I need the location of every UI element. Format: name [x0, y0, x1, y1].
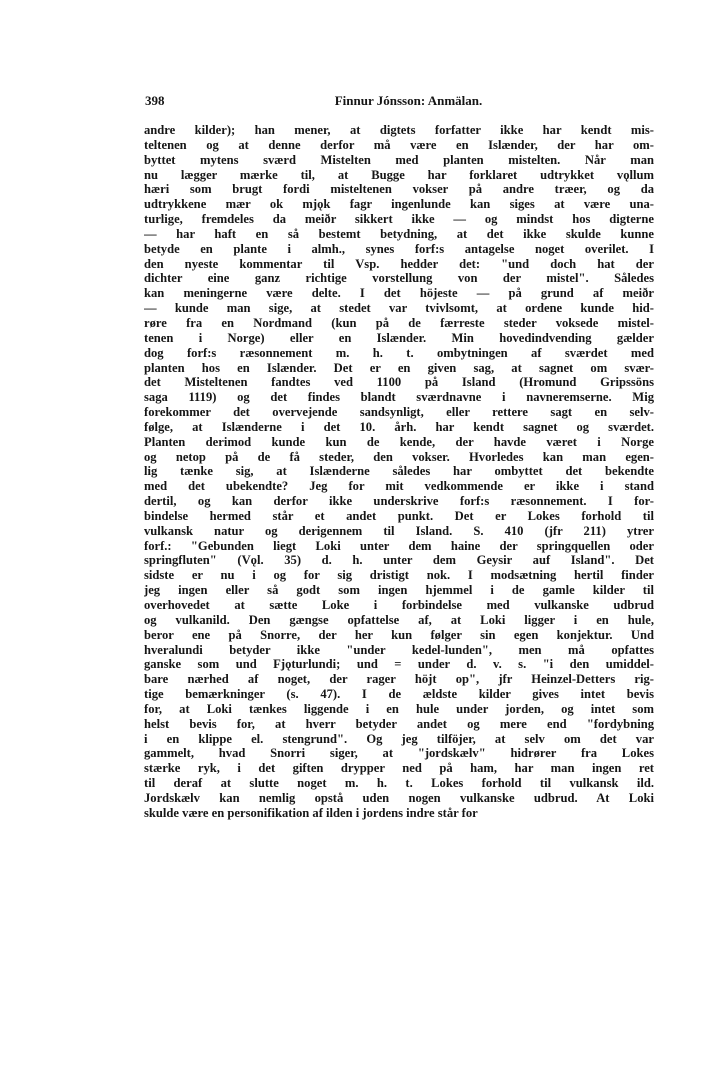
text-line: springfluten" (Vǫl. 35) d. h. unter dem Geysir auf Island". Det: [144, 553, 654, 568]
text-line: og netop på de få steder, den vokser. Hvorledes kan man egen-: [144, 449, 654, 464]
text-line: i en klippe el. stengrund". Og jeg tilföjer, at selv om det var: [144, 731, 654, 746]
text-line: andre kilder); han mener, at digtets forfatter ikke har kendt mis-: [144, 123, 654, 137]
text-line: skulde være en personifikation af ilden i jordens indre står for: [144, 805, 478, 820]
text-line: forf.: "Gebunden liegt Loki unter dem haine der springquellen oder: [144, 538, 654, 553]
text-line: det Misteltenen fandtes ved 1100 på Island (Hromund Gripssöns: [144, 375, 654, 390]
text-line: dog forf:s ræsonnement m. h. t. ombytningen af sværdet med: [144, 345, 654, 360]
text-line: for, at Loki tænkes liggende i en hule under jorden, og intet som: [144, 701, 654, 716]
text-line: lig tænke sig, at Islænderne således har ombyttet det bekendte: [144, 464, 654, 479]
text-line: Planten derimod kunde kun de kende, der havde været i Norge: [144, 434, 654, 449]
text-line: kan meningerne være delte. I det höjeste — på grund af meiðr: [144, 286, 654, 301]
text-line: ganske som und Fjǫturlundi; und = under d. v. s. "i den umiddel-: [144, 657, 654, 672]
text-line: sidste er nu i og for sig dristigt nok. I modsætning hertil finder: [144, 568, 654, 583]
text-line: — kunde man sige, at stedet var tvivlsomt, at ordene kunde hid-: [144, 301, 654, 316]
text-line: den nyeste kommentar til Vsp. hedder det: "und doch hat der: [144, 256, 654, 271]
text-line: hæri som brugt fordi misteltenen vokser på andre træer, og da: [144, 182, 654, 197]
text-line: med det ubekendte? Jeg for mit vedkommende er ikke i stand: [144, 479, 654, 494]
text-line: Jordskælv kan nemlig opstå uden nogen vulkanske udbrud. At Loki: [144, 790, 654, 805]
text-line: dichter eine ganz richtige vorstellung von der mistel". Således: [144, 271, 654, 286]
text-line: turlige, fremdeles da meiðr sikkert ikke — og mindst hos digterne: [144, 212, 654, 227]
text-line: følge, at Islænderne i det 10. årh. har kendt sagnet og sværdet.: [144, 419, 654, 434]
running-title: Finnur Jónsson: Anmälan.: [334, 93, 483, 108]
text-line: bindelse hermed står et andet punkt. Det er Lokes forhold til: [144, 508, 654, 523]
text-line: planten hos en Islænder. Det er en given sag, at sagnet om svær-: [144, 360, 654, 375]
text-line: og vulkanild. Den gængse opfattelse af, at Loki ligger i en hule,: [144, 612, 654, 627]
text-line: — har haft en så bestemt betydning, at det ikke skulde kunne: [144, 226, 654, 241]
text-line: røre fra en Nordmand (kun på de færreste steder voksede mistel-: [144, 315, 654, 330]
page-header: [145, 93, 652, 111]
text-line: jeg ingen eller så godt som ingen hjemmel i de gamle kilder til: [144, 583, 654, 598]
text-line: hveralundi betyder ikke "under kedel-lunden", men må opfattes: [144, 642, 654, 657]
text-line: byttet mytens sværd Mistelten med planten mistelten. Når man: [144, 152, 654, 167]
text-line: udtrykkene mær ok mjǫk fagr ingenlunde kan siges at være una-: [144, 197, 654, 212]
text-line: vulkansk natur og derigennem til Island. S. 410 (jfr 211) ytrer: [144, 523, 654, 538]
text-line: stærke ryk, i det giften drypper ned på ham, har man ingen ret: [144, 761, 654, 776]
text-line: forekommer det overvejende sandsynligt, eller rettere sagt en selv-: [144, 405, 654, 420]
text-line: teltenen og at denne derfor må være en Islænder, der har om-: [144, 137, 654, 152]
text-line: nu lægger mærke til, at Bugge har forklaret udtrykket vǫllum: [144, 167, 654, 182]
text-line: tige bemærkninger (s. 47). I de ældste kilder gives intet bevis: [144, 687, 654, 702]
text-line: dertil, og kan derfor ikke underskrive forf:s ræsonnement. I for-: [144, 494, 654, 509]
page-number: 398: [145, 93, 165, 108]
text-line: tenen i Norge) eller en Islænder. Min hovedindvending gælder: [144, 330, 654, 345]
text-line: bare nærhed af noget, der rager höjt op", jfr Heinzel-Detters rig-: [144, 672, 654, 687]
text-line: betyde en plante i almh., synes forf:s antagelse noget overilet. I: [144, 241, 654, 256]
text-line: overhovedet at sætte Loke i forbindelse med vulkanske udbrud: [144, 598, 654, 612]
text-line: helst bevis for, at hverr betyder andet og mere end "fordybning: [144, 716, 654, 731]
text-line: til deraf at slutte noget m. h. t. Lokes forhold til vulkansk ild.: [144, 776, 654, 791]
text-line: saga 1119) og det findes blandt sværdnavne i navneremserne. Mig: [144, 390, 654, 405]
text-line: beror ene på Snorre, der her kun følger sin egen konjektur. Und: [144, 627, 654, 642]
body-text: [144, 123, 654, 821]
text-line: gammelt, hvad Snorri siger, at "jordskælv" hidrører fra Lokes: [144, 746, 654, 761]
